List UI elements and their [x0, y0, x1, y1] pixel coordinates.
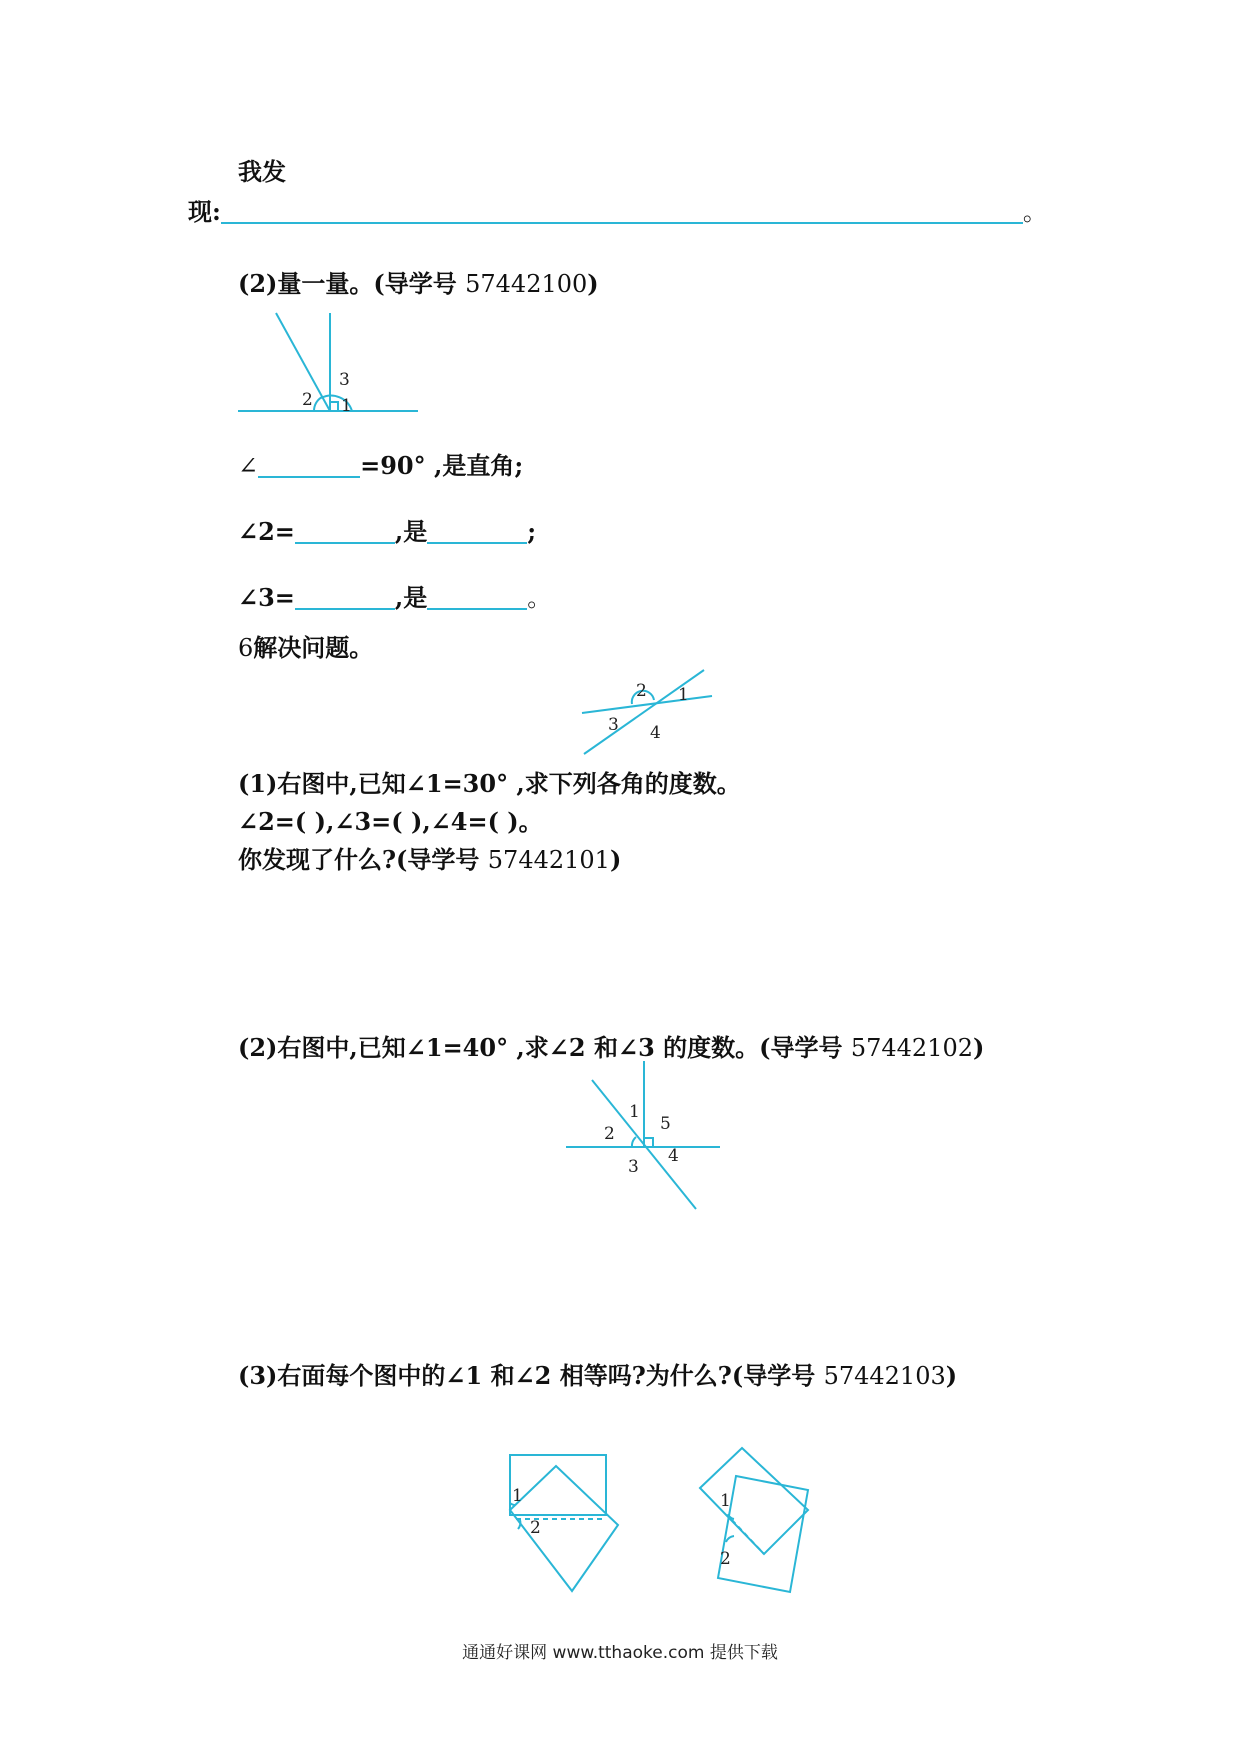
s6-f3l-label-2: 2: [530, 1518, 541, 1538]
q2-title: [238, 269, 599, 298]
q2-arc-2: [314, 397, 322, 411]
s6-p1-line-2: ∠2=( ),∠3=( ),∠4=( )。: [238, 807, 543, 836]
s6-f3l-top-rect: [510, 1455, 606, 1515]
s6-f3l-label-1: 1: [512, 1486, 523, 1506]
s6-f3r-arc-2: [726, 1536, 734, 1542]
q2-row-3: [238, 584, 551, 610]
s6-p2-line-number: 57442102: [850, 1034, 973, 1062]
s6-f3r-back-rect: [700, 1448, 808, 1554]
s6-p1-line-1: (1)右图中,已知∠1=30° ,求下列各角的度数。: [238, 769, 741, 798]
s6-p1-line-3-number: 57442101: [487, 846, 610, 874]
q2-label-1: 1: [341, 396, 352, 416]
discover-blank[interactable]: [221, 198, 1023, 224]
q2-row-1-suffix: =90° ,是直角;: [360, 451, 524, 480]
s6-f1-label-1: 1: [678, 685, 689, 705]
s6-f3r-label-2: 2: [720, 1549, 731, 1569]
s6-f1-label-4: 4: [650, 723, 661, 743]
s6-p3-line: [238, 1361, 958, 1390]
q2-title-number: 57442100: [465, 270, 588, 298]
section-6-title: 解决问题。: [253, 633, 374, 662]
q2-row-1-prefix: ∠: [238, 452, 259, 480]
q2-row-3-prefix: ∠3=: [238, 583, 295, 612]
q2-title-end: ): [587, 269, 599, 298]
discover-end: 。: [1022, 198, 1047, 226]
q2-row-2: [238, 518, 536, 544]
q2-row-3-blank-b[interactable]: [427, 584, 527, 610]
s6-p3-line-text: (3)右面每个图中的∠1 和∠2 相等吗?为什么?(导学号: [238, 1361, 816, 1390]
s6-f2-label-2: 2: [604, 1124, 615, 1144]
s6-f1-label-3: 3: [608, 715, 619, 735]
s6-f2-arc: [632, 1137, 636, 1147]
q2-row-3-blank-a[interactable]: [295, 584, 395, 610]
q2-row-3-end: 。: [527, 584, 552, 612]
s6-figure-1: [570, 660, 720, 760]
q2-row-3-mid: ,是: [394, 583, 428, 612]
q2-row-2-blank-a[interactable]: [295, 518, 395, 544]
s6-f3r-front-rect: [718, 1476, 808, 1592]
q2-row-1-blank[interactable]: [258, 452, 360, 478]
q2-title-text: (2)量一量。(导学号: [238, 269, 457, 298]
q2-row-2-blank-b[interactable]: [427, 518, 527, 544]
s6-f2-label-3: 3: [628, 1157, 639, 1177]
s6-p1-line-3: [238, 845, 622, 874]
q2-right-angle-mark: [330, 402, 338, 411]
q2-row-2-end: ;: [527, 517, 537, 546]
discover-label-2-text: 现:: [188, 197, 221, 226]
discover-label-2: [188, 198, 1047, 224]
s6-f2-label-1: 1: [629, 1102, 640, 1122]
q2-figure: [230, 305, 430, 425]
s6-f3r-label-1: 1: [720, 1491, 731, 1511]
page-footer: 通通好课网 www.tthaoke.com 提供下载: [462, 1643, 778, 1663]
s6-figure-3-left: [500, 1445, 640, 1605]
s6-p3-line-end: ): [945, 1361, 958, 1390]
discover-label-1: 我发: [238, 157, 286, 186]
section-6-heading: [238, 633, 374, 662]
s6-f3l-tilted-rect: [510, 1466, 618, 1591]
s6-p2-line-text: (2)右图中,已知∠1=40° ,求∠2 和∠3 的度数。(导学号: [238, 1033, 843, 1062]
s6-p1-line-3-text: 你发现了什么?(导学号: [238, 845, 480, 874]
s6-f2-label-4: 4: [668, 1146, 679, 1166]
s6-f2-label-5: 5: [660, 1114, 671, 1134]
q2-row-1: [238, 452, 523, 478]
s6-figure-3-right: [690, 1440, 820, 1600]
s6-p1-line-3-end: ): [609, 845, 622, 874]
s6-f1-label-2: 2: [636, 681, 647, 701]
q2-label-3: 3: [339, 370, 350, 390]
section-6-number: 6: [238, 634, 254, 662]
q2-row-2-mid: ,是: [394, 517, 428, 546]
q2-row-2-prefix: ∠2=: [238, 517, 295, 546]
q2-label-2: 2: [302, 390, 313, 410]
s6-p2-line-end: ): [973, 1033, 985, 1062]
s6-figure-2: [560, 1055, 730, 1215]
s6-p3-line-number: 57442103: [823, 1362, 946, 1390]
